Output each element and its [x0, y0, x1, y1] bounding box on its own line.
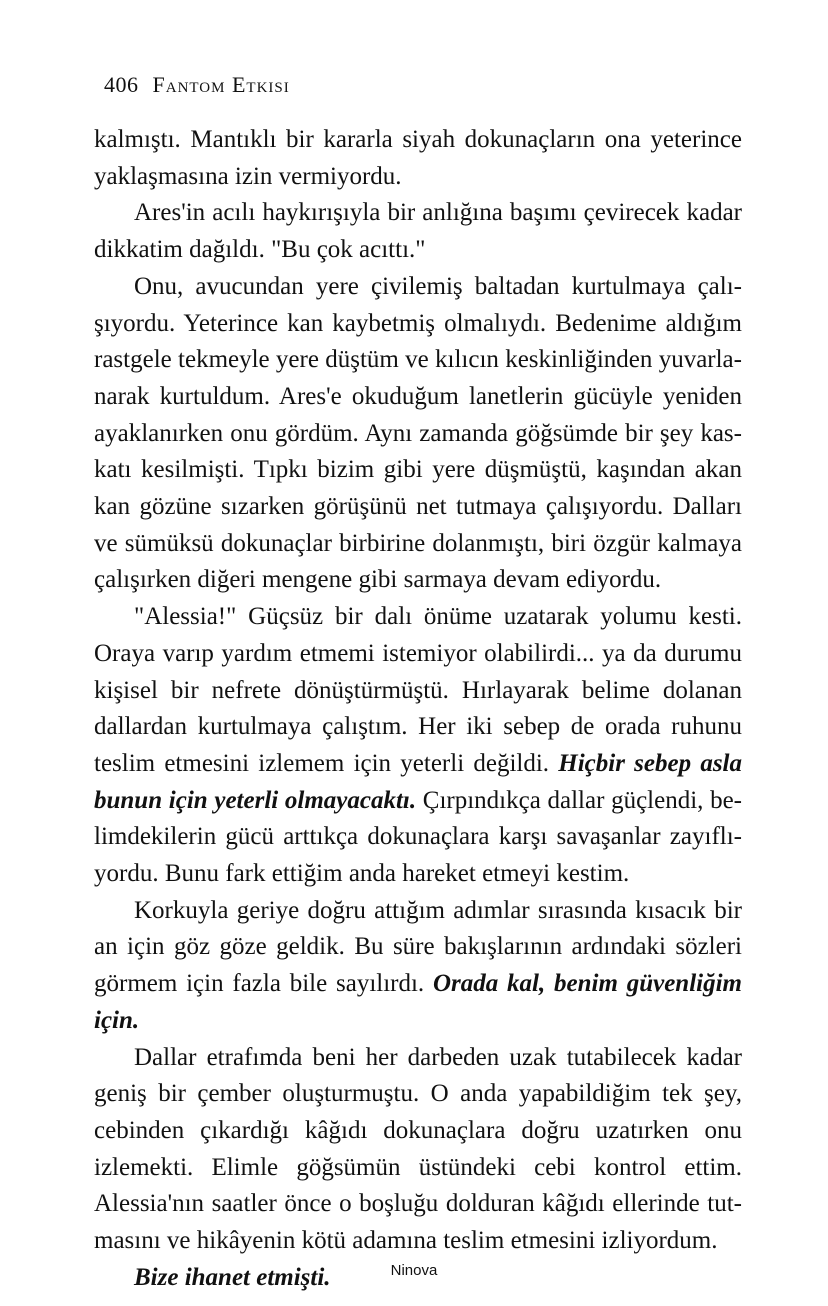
- text-run: Dallar etrafımda beni her darbeden uzak tutabilecek kadar geniş bir çember oluşturmuştu. O anda yapabildiğim tek şey, cebinden çıkardığı kâğıdı dokunaçlara doğru uzatırken onu izlemekti. Elimle göğsümün üstündeki cebi kontrol ettim. Alessia'nın saatler önce o boşluğu dolduran kâğıdı ellerinde tutmasını ve hikâyenin kötü adamına teslim etmesini izliyordum.: [94, 1043, 742, 1255]
- running-header: [104, 72, 290, 98]
- text-run: Çırpındıkça dallar güçlendi, belimdekilerin gücü arttıkça dokunaçlara karşı savaşanlar zayıflıyordu. Bunu fark ettiğim anda hareket etmeyi kestim.: [94, 786, 742, 888]
- book-title: Fantom Etkisi: [152, 72, 290, 97]
- text-run: Ares'in acılı haykırışıyla bir anlığına başımı çevirecek kadar dikkatim dağıldı. "Bu çok acıttı.": [94, 199, 742, 264]
- paragraph: [94, 1040, 742, 1260]
- italic-text: Bize ihanet etmişti.: [134, 1263, 331, 1291]
- paragraph: [94, 122, 742, 195]
- page-number: 406: [104, 72, 139, 97]
- text-run: Onu, avucundan yere çivilemiş baltadan kurtulmaya çalışıyordu. Yeterince kan kaybetmiş olmalıydı. Bedenime aldığım rastgele tekmeyle yere düştüm ve kılıcın keskinliğinden yuvarlanarak kurtuldum. Ares'e okuduğum lanetlerin gücüyle yeniden ayaklanırken onu gördüm. Aynı zamanda göğsümde bir şey kaskatı kesilmişti. Tıpkı bizim gibi yere düşmüştü, kaşından akan kan gözüne sızarken görüşünü net tutmaya çalışıyordu. Dalları ve sümüksü dokunaçlar birbirine dolanmıştı, biri özgür kalmaya çalışırken diğeri mengene gibi sarmaya devam ediyordu.: [94, 272, 742, 594]
- text-run: Korkuyla geriye doğru attığım adımlar sırasında kısacık bir an için göz göze geldik. Bu süre bakışlarının ardındaki sözleri görmem için fazla bile sayılırdı.: [94, 896, 742, 998]
- body-text: [94, 122, 742, 1297]
- text-run: "Alessia!" Güçsüz bir dalı önüme uzatarak yolumu kesti. Oraya varıp yardım etmemi istemiyor olabilirdi... ya da durumu kişisel bir nefrete dönüştürmüştü. Hırlayarak belime dolanan dallardan kurtulmaya çalıştım. Her iki sebep de orada ruhunu teslim etmesini izlemem için yeterli değildi.: [94, 603, 742, 777]
- text-run: kalmıştı. Mantıklı bir kararla siyah dokunaçların ona yeterince yaklaşmasına izin vermiyordu.: [94, 126, 742, 190]
- paragraph: [94, 269, 742, 599]
- italic-text: Hiçbir sebep asla bunun için yeterli olmayacaktı.: [94, 749, 742, 814]
- paragraph: [94, 195, 742, 268]
- paragraph: [94, 893, 742, 1040]
- italic-text: Orada kal, benim güvenliğim için.: [94, 970, 742, 1034]
- publisher-footer: Ninova: [390, 1262, 438, 1279]
- paragraph: [94, 599, 742, 893]
